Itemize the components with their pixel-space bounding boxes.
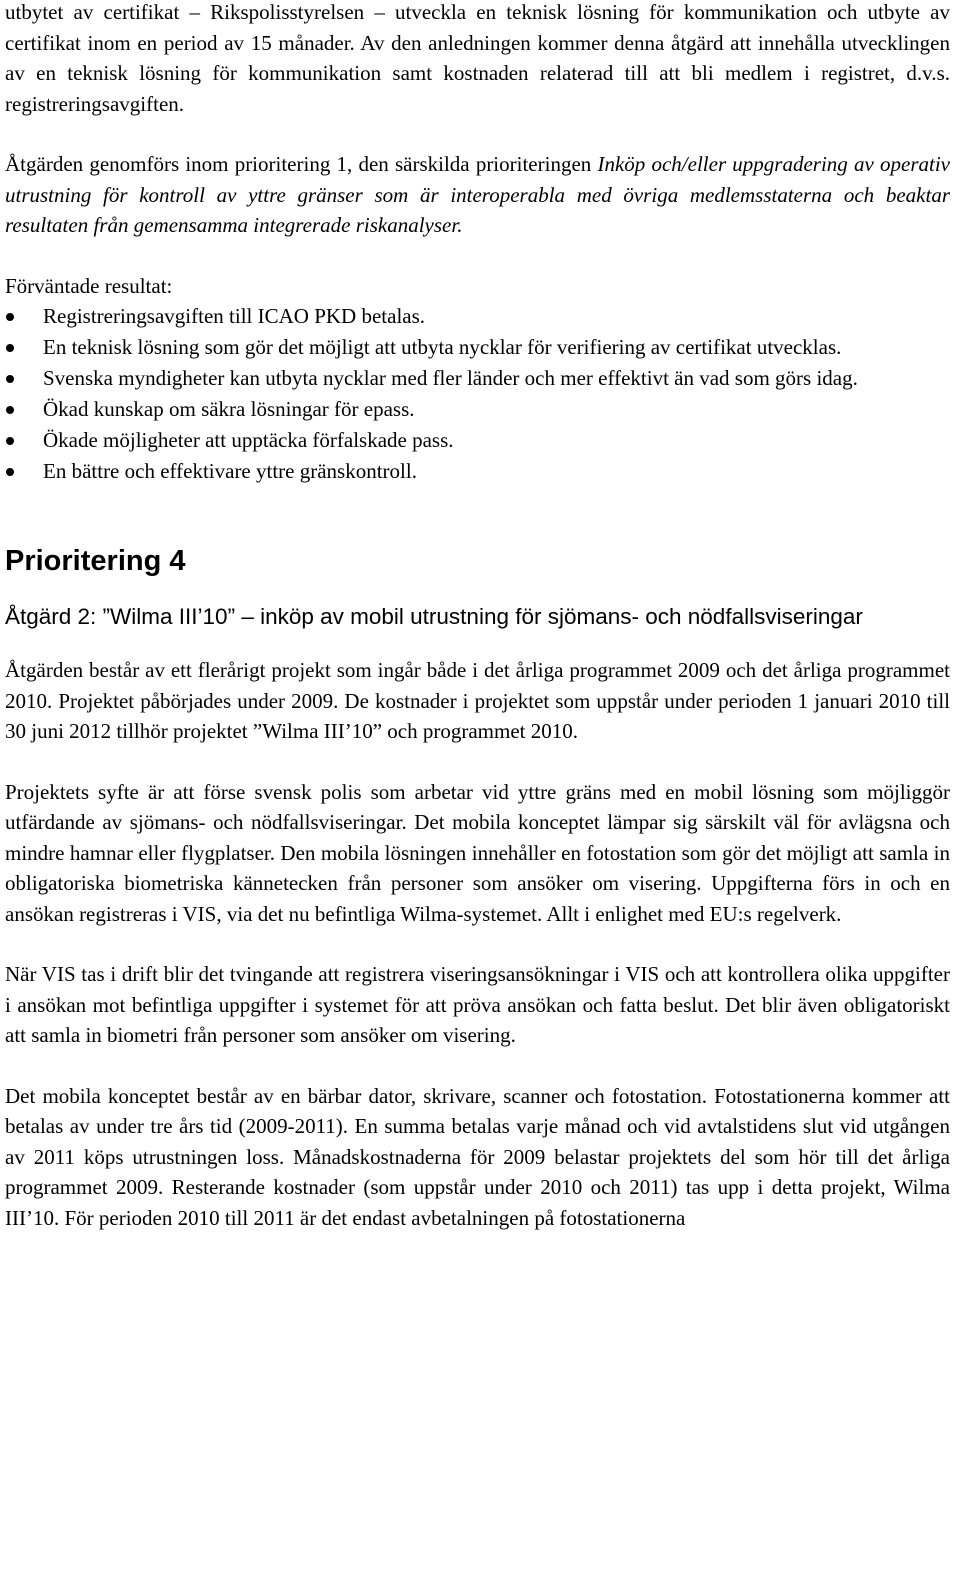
intro-paragraph: utbytet av certifikat – Rikspolisstyrelsen – utveckla en teknisk lösning för kommunikation och utbyte av certifikat inom en period av 15 månader. Av den anledningen kommer denna åtgärd att innehålla utvecklingen av en teknisk lösning för kommunikation samt kostnaden relaterad till att bli medlem i registret, d.v.s. registreringsavgiften. <box>5 0 950 116</box>
priority-paragraph <box>5 149 950 241</box>
expected-results-list <box>5 301 950 487</box>
list-item <box>5 332 950 363</box>
body-paragraph-1: Åtgärden består av ett flerårigt projekt som ingår både i det årliga programmet 2009 och det årliga programmet 2010. Projektet påbörjades under 2009. De kostnader i projektet som uppstår under perioden 1 januari 2010 till 30 juni 2012 tillhör projektet ”Wilma III’10” och programmet 2010. <box>5 658 950 743</box>
list-item <box>5 394 950 425</box>
list-item <box>5 301 950 332</box>
bullet-icon <box>6 344 14 352</box>
bullet-icon <box>6 375 14 383</box>
list-item <box>5 456 950 487</box>
priority-paragraph-lead: Åtgärden genomförs inom prioritering 1, den särskilda prioriteringen <box>5 152 598 176</box>
list-item-text: En teknisk lösning som gör det möjligt att utbyta nycklar för verifiering av certifikat utvecklas. <box>43 335 842 359</box>
list-item <box>5 363 950 394</box>
bullet-icon <box>6 313 14 321</box>
body-paragraph-3: När VIS tas i drift blir det tvingande att registrera viseringsansökningar i VIS och att kontrollera olika uppgifter i ansökan mot befintliga uppgifter i systemet för att pröva ansökan och fatta beslut. Det blir även obligatoriskt att samla in biometri från personer som ansöker om visering. <box>5 962 950 1047</box>
bullet-icon <box>6 468 14 476</box>
bullet-icon <box>6 406 14 414</box>
body-paragraph-2: Projektets syfte är att förse svensk polis som arbetar vid yttre gräns med en mobil lösning som möjliggör utfärdande av sjömans- och nödfallsviseringar. Det mobila konceptet lämpar sig särskilt väl för avlägsna och mindre hamnar eller flygplatser. Den mobila lösningen innehåller en fotostation som gör det möjligt att samla in obligatoriska biometriska kännetecken från personer som ansöker om visering. Uppgifterna förs in och en ansökan registreras i VIS, via det nu befintliga Wilma-systemet. Allt i enlighet med EU:s regelverk. <box>5 779 950 926</box>
section-heading: Prioritering 4 <box>5 545 186 577</box>
priority-paragraph-italic: Inköp och/eller uppgradering av operativ utrustning för kontroll av yttre gränser som är interoperabla med övriga medlemsstaterna och beaktar resultaten från gemensamma integrerade riskanalyser. <box>5 152 950 237</box>
bullet-icon <box>6 437 14 445</box>
document-page <box>5 0 950 1233</box>
section-subheading: Åtgärd 2: ”Wilma III’10” – inköp av mobil utrustning för sjömans- och nödfallsviseringar <box>5 604 863 629</box>
list-item-text: Ökad kunskap om säkra lösningar för epass. <box>43 397 415 421</box>
list-item-text: En bättre och effektivare yttre gränskontroll. <box>43 459 417 483</box>
list-item-text: Svenska myndigheter kan utbyta nycklar med fler länder och mer effektivt än vad som görs idag. <box>43 366 858 390</box>
body-paragraph-4: Det mobila konceptet består av en bärbar dator, skrivare, scanner och fotostation. Fotostationerna kommer att betalas av under tre års tid (2009-2011). En summa betalas varje månad och vid avtalstidens slut vid utgången av 2011 köps utrustningen loss. Månadskostnaderna för 2009 belastar projektets del som hör till det årliga programmet 2009. Resterande kostnader (som uppstår under 2010 och 2011) tas upp i detta projekt, Wilma III’10. För perioden 2010 till 2011 är det endast avbetalningen på fotostationerna <box>5 1083 950 1230</box>
expected-results-label: Förväntade resultat: <box>5 273 173 298</box>
list-item-text: Ökade möjligheter att upptäcka förfalskade pass. <box>43 428 454 452</box>
list-item <box>5 425 950 456</box>
list-item-text: Registreringsavgiften till ICAO PKD betalas. <box>43 304 426 328</box>
